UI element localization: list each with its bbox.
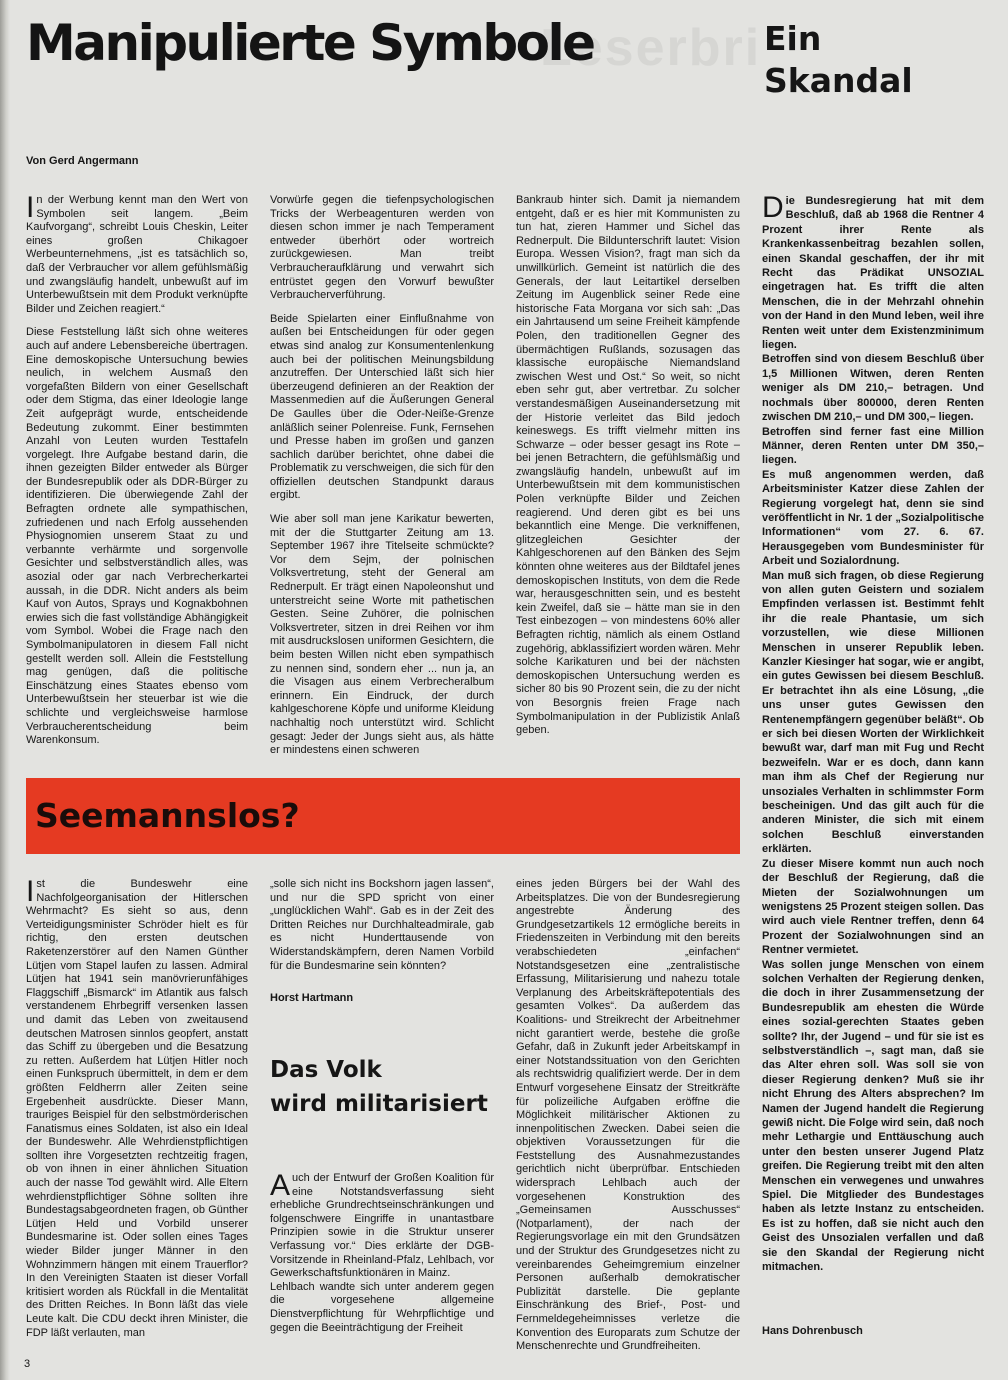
- third-article-column-2: [516, 878, 740, 1354]
- headline-line-1: Das Volk: [270, 1057, 382, 1083]
- second-article-column-2: [270, 878, 494, 973]
- headline-banner: [26, 778, 740, 854]
- paragraph-text: uch der Entwurf der Großen Koalition für eine Notstandsverfassung sieht erhebliche Grundrechtseinschränkungen und folgenschwere Eingriffe in unantastbare Prinzipien sowie in die Struktur unserer Verfassung vor.“ Dies erklärte der DGB-Vorsitzende in Rheinland-Pfalz, Lehlbach, vor Gewerkschaftsfunktionären in Mainz.: [270, 1172, 494, 1280]
- sidebar-signature: Hans Dohrenbusch: [762, 1325, 863, 1337]
- banner-headline: Seemannslos?: [35, 796, 300, 835]
- paragraph: Betroffen sind von diesem Beschluß über 1,5 Millionen Witwen, deren Renten weniger als DM 210,– betragen. Und nochmals über 800000, deren Renten zwischen DM 210,– und DM 300,– liegen.: [762, 353, 984, 424]
- paragraph: Vorwürfe gegen die tiefenpsychologischen Tricks der Werbeagenturen werden von diesen schon immer je nach Temperament entweder überhört oder wortreich zurückgewiesen. Man treibt Verbraucheraufklärung und verwahrt sich entrüstet gegen den Vorwurf bewußter Verbraucherverführung.: [270, 194, 494, 302]
- sidebar-title-line-2: Skandal: [764, 61, 913, 100]
- page-edge-shadow: [0, 0, 10, 1380]
- drop-cap: A: [270, 1169, 291, 1202]
- second-article-author: Horst Hartmann: [270, 992, 354, 1004]
- paragraph: Betroffen sind ferner fast eine Million Männer, deren Renten unter DM 350,– liegen.: [762, 425, 984, 467]
- headline-line-2: wird militarisiert: [270, 1091, 488, 1117]
- paragraph: Man muß sich fragen, ob diese Regierung von allen guten Geistern und sozialem Empfinden verlassen ist. Bestimmt fehlt ihr die reale Phantasie, um sich vorzustellen, wie diese Millionen Menschen in unserer Republik leben. Kanzler Kiesinger hat sogar, wie er angibt, ein gutes Gewissen bei diesem Beschluß. Er betrachtet ihn als eine Lösung, „die uns unser gutes Gewissen den Rentenempfängern gegenüber beläßt“. Ob er sich bei diesen Worten der Wirklichkeit bewußt war, darf man mit Fug und Recht bezweifeln. War er es doch, dann kann man ihm als Chef der Regierung nur unsoziales Verhalten in schlimmster Form bescheinigen. Und das gilt auch für die anderen Minister, die sich mit einem solchen Beschluß einverstanden erklärten.: [762, 569, 984, 856]
- paragraph-text: n der Werbung kennt man den Wert von Symbolen seit langem. „Beim Kaufvorgang“, schreibt Louis Cheskin, Leiter eines großen Chikagoer Werbeunternehmens, „ist es tatsächlich so, daß der Verbraucher vor allem gefühlsmäßig und zwangsläufig handelt, unbewußt auf im Unterbewußtsein mit dem Produkt verknüpfte Bilder und Zeichen reagiert.“: [26, 194, 248, 315]
- drop-cap: I: [26, 875, 35, 908]
- paragraph: Zu dieser Misere kommt nun auch noch der Beschluß der Regierung, daß die Mieten der Sozialwohnungen um wenigstens 25 Prozent steigen sollen. Das wird auch viele Rentner treffen, denn 64 Prozent der Sozialwohnungen sind an Rentner vermietet.: [762, 857, 984, 957]
- paragraph-text: st die Bundeswehr eine Nachfolgeorganisation der Hitlerschen Wehrmacht? Es sieht so aus, denn Verteidigungsminister Schröder hielt es für richtig, den ersten deutschen Raketenzerstörer auf den Namen Günther Lütjen vom Stapel laufen zu lassen. Admiral Lütjen hat 1941 sein manövrierunfähiges Flaggschiff „Bismarck“ im Atlantik aus falsch verstandenem Ehrbegriff versenken lassen und damit das Leben von zweitausend deutschen Matrosen sinnlos geopfert, anstatt das Schiff zu übergeben und die Besatzung zu retten. Außerdem hat Lütjen Hitler noch einen Funkspruch übermittelt, in dem er dem größten Feldherrn aller Zeiten seine Ergebenheit ausdrückte. Dieser Mann, trauriges Beispiel für den selbstmörderischen Fanatismus eines Soldaten, ist also ein Ideal der Bundeswehr. Alle Wehrdienstpflichtigen sollten ihre Vorgesetzten rechtzeitig fragen, ob von ihnen in einer ähnlichen Situation auch der nasse Tod gewählt wird. Alle Eltern wehrdienstpflichtiger Söhne sollten ihre Bundestagsabgeordneten fragen, ob Günther Lütjen Held und Vorbild unserer Bundesmarine ist. Oder sollen eines Tages wieder Bilder junger Männer in den Wohnzimmern hängen mit einem Trauerflor? In den Vereinigten Staaten ist dieser Vorfall kritisiert worden als Rückfall in die Mentalität des Dritten Reiches. In Bonn läßt das viele Leute kalt. Die CDU deckt ihren Minister, die FDP läßt verlauten, man: [26, 878, 248, 1339]
- sidebar-title-line-1: Ein: [764, 19, 822, 58]
- paragraph: [26, 875, 248, 1340]
- sidebar-column: [762, 191, 984, 1274]
- drop-cap: I: [26, 191, 35, 224]
- paragraph-text: ie Bundesregierung hat mit dem Beschluß, daß ab 1968 die Rentner 4 Prozent ihrer Rente als Krankenkassenbeitrag bezahlen sollen, einen Skandal geschaffen, der ihr mit Recht das Prädikat UNSOZIAL eingetragen hat. Es trifft die alten Menschen, die in der Mehrzahl ohnehin von der Hand in den Mund leben, weil ihre Renten weit unter dem Existenzminimum liegen.: [762, 195, 984, 352]
- article-column-1: [26, 191, 248, 748]
- paragraph: Es muß angenommen werden, daß Arbeitsminister Katzer diese Zahlen der Regierung vorgelegt hat, denn sie sind veröffentlicht in Nr. 1 der „Sozialpolitische Informationen“ vom 27. 6. 67. Herausgegeben vom Bundesminister für Arbeit und Sozialordnung.: [762, 468, 984, 568]
- show-through-text: Leserbri: [540, 19, 762, 77]
- sidebar-title: [764, 18, 984, 102]
- paragraph: Bankraub hinter sich. Damit ja niemandem entgeht, daß er es hier mit Kommunisten zu tun hat, zieren Hammer und Sichel das Rednerpult. Die Bildunterschrift lautet: Vision Europa. Wessen Vision?, fragt man sich da unwillkürlich. Gemeint ist natürlich die des Generals, der laut Leitartikel derselben Zeitung im Augenblick seiner Rede eine historische Fata Morgana vor sich sah: „Das ein Jahrtausend um seine Freiheit kämpfende Polen, den traditionellen Gegner des übermächtigen Rußlands, sozusagen das klassische europäische Niemandsland zwischen West und Ost.“ So weit, so nicht eben sehr gut, aber vertretbar. Zu solcher verstandesmäßigen Auseinandersetzung mit der Historie verleitet das Bild jedoch keineswegs. Es trifft vielmehr mitten ins Schwarze – oder besser gesagt ins Rote – bei jenen Betrachtern, die gefühlsmäßig und zwangsläufig handeln, unbewußt auf im Unterbewußtsein mit dem kommunistischen Polen verknüpfte Bilder und Zeichen reagierend. Und deren gibt es bei uns bekanntlich eine Menge. Die verkniffenen, glitzegleichen Gesichter der Kahlgeschorenen auf den Bänken des Sejm könnten ohne weiteres aus der Bildtafel jenes demoskopischen Instituts, von dem die Rede war, herausgeschnitten sein, und es besteht kein Zweifel, daß sie – hätte man sie in den Test einbezogen – von mindestens 60% aller Befragten richtig, nämlich als einem Ostland zugehörig, abklassifiziert worden wären. Mehr solche Karikaturen und bei der nächsten demoskopischen Untersuchung werden es sicher 80 bis 90 Prozent sein, die zu der nicht von Besorgnis freien Frage nach Symbolmanipulation in der Publizistik Anlaß geben.: [516, 194, 740, 737]
- paragraph: eines jeden Bürgers bei der Wahl des Arbeitsplatzes. Die von der Bundesregierung angestrebte Änderung des Grundgesetzartikels 12 ermögliche bereits in Friedenszeiten in Verbindung mit den bereits verabschiedeten „einfachen“ Notstandsgesetzen eine „zentralistische Erfassung, Militarisierung und nahezu totale Verplanung des Arbeitskräftepotentials des gesamten Volkes“. Da außerdem das Koalitions- und Streikrecht der Arbeitnehmer nicht garantiert werde, bestehe die große Gefahr, daß in Zukunft jeder Arbeitskampf in einer Notstandssituation von den Gerichten als rechtswidrig qualifiziert werde. Der in dem Entwurf vorgesehene Einsatz der Streitkräfte für polizeiliche Aufgaben eröffne die Möglichkeit militärischer Aktionen zu innenpolitischen Zwecken. Dabei seien die objektiven Voraussetzungen für die Feststellung des Ausnahmezustandes gerichtlich nicht überprüfbar. Entschieden widersprach Lehlbach auch der vorgesehenen Konstruktion des „Gemeinsamen Ausschusses“ (Notparlament), der nach der Regierungsvorlage ein mit den Grundsätzen und der Struktur des Grundgesetzes nicht zu vereinbarendes Geheimgremium einzelner Personen außerhalb demokratischer Publizität darstelle. Die geplante Einschränkung des Brief-, Post- und Fernmeldegeheimnisses verletze die Konvention des Europarats zum Schutze der Menschenrechte und Grundfreiheiten.: [516, 878, 740, 1353]
- article-column-2: [270, 194, 494, 758]
- paragraph: Beide Spielarten einer Einflußnahme von außen bei Entscheidungen für oder gegen etwas sind analog zur Konsumentenlenkung auch bei der politischen Meinungsbildung anzutreffen. Der Unterschied läßt sich hier überzeugend definieren an der Reaktion der Massenmedien auf die Äußerungen General De Gaulles über die Oder-Neiße-Grenze anläßlich seiner Polenreise. Funk, Fernsehen und Presse haben im großen und ganzen sachlich darüber berichtet, ohne dabei die Problematik zu verschweigen, die sich für den offiziellen deutschen Standpunkt daraus ergibt.: [270, 312, 494, 502]
- third-article-headline: [270, 1053, 488, 1121]
- page-number: 3: [24, 1358, 31, 1370]
- third-article-column-1: [270, 1169, 494, 1335]
- article-column-3: [516, 194, 740, 738]
- paragraph: „solle sich nicht ins Bockshorn jagen lassen“, und nur die SPD spricht von einer „unglücklichen Wahl“. Gab es in der Zeit des Dritten Reiches nur Durchhalteadmirale, gab es nicht Hunderttausende von Widerstandskämpfern, deren Namen Vorbild für die Bundesmarine sein könnten?: [270, 878, 494, 972]
- paragraph: Was sollen junge Menschen von einem solchen Verhalten der Regierung denken, die doch in ihrer Zusammensetzung der Bundesrepublik am ehesten die Würde eines sozial-gerechten Staates geben sollte? Ihr, der Jugend – und für sie ist es selbstverständlich –, sagt man, daß sie das Alter ehren soll. Was soll sie von dieser Regierung denken? Muß sie ihr nicht Ehrung des Alters absprechen? Im Namen der Jugend handelt die Regierung gewiß nicht. Die Folge wird sein, daß noch mehr Lethargie und Enttäuschung auch unter den besten unserer Jugend Platz greifen. Die Regierung treibt mit den alten Menschen ein verwegenes und unwahres Spiel. Die Mitglieder des Bundestages haben als letzte Instanz zu entscheiden. Es ist zu hoffen, daß sie nicht auch den Geist des Unsozialen verfallen und daß sie den Skandal der Regierung nicht mitmachen.: [762, 958, 984, 1274]
- drop-cap: D: [762, 191, 784, 224]
- paragraph: [762, 191, 984, 352]
- paragraph: Diese Feststellung läßt sich ohne weiteres auch auf andere Lebensbereiche übertragen. Eine demoskopische Untersuchung bewies neulich, in welchem Ausmaß den vorgefaßten Bildern von einer Gesellschaft oder dem Stigma, das einer Ideologie lange Zeit aufgeprägt wurde, entscheidende Bedeutung zukommt. Einer bestimmten Anzahl von Leuten wurden Testtafeln vorgelegt. Ihre Aufgabe bestand darin, die ihnen gezeigten Bilder entweder als Bürger der Bundesrepublik oder als DDR-Bürger zu identifizieren. Die überwiegende Zahl der Befragten ordnete alle sympathischen, zufriedenen und nach Erfolg aussehenden Physiognomien unserem Staat zu und verbannte verhärmte und sorgenvolle Gesichter und selbstverständlich alles, was asozial oder gar nach Verbrecherkartei aussah, in die DDR. Nicht anders als beim Kauf von Autos, Sprays und Kognakbohnen erwies sich die fast vollständige Abhängigkeit vom Symbol. Wobei die Frage nach den Symbolmanipulatoren in diesem Fall nicht gestellt werden soll. Allein die Feststellung mag genügen, daß die politische Einschätzung eines Staates ebenso vom Unterbewußtsein her steuerbar ist wie die schlichte und vergleichsweise harmlose Verbraucherentscheidung beim Warenkonsum.: [26, 326, 248, 747]
- second-article-column-1: [26, 875, 248, 1340]
- article-byline: Von Gerd Angermann: [26, 155, 139, 167]
- page-title: Manipulierte Symbole: [26, 14, 594, 72]
- paragraph: Lehlbach wandte sich unter anderem gegen die vorgesehene allgemeine Dienstverpflichtung für Wehrpflichtige und gegen die Beeinträchtigung der Freiheit: [270, 1280, 494, 1334]
- paragraph: Wie aber soll man jene Karikatur bewerten, mit der die Stuttgarter Zeitung am 13. September 1967 ihre Titelseite schmückte? Vor dem Sejm, der polnischen Volksvertretung, steht der General am Rednerpult. Er trägt einen Napoleonshut und unterstreicht seine Worte mit pathetischen Gesten. Seine Zuhörer, die polnischen Volksvertreter, sitzen in drei Reihen vor ihm mit ausdruckslosen uniformen Gesichtern, die beim besten Willen nicht eben sympathisch zu nennen sind, sondern eher ... nun ja, an die Visagen aus einem Verbrecheralbum erinnern. Ein Eindruck, der durch kahlgeschorene Köpfe und uniforme Kleidung nachhaltig noch unterstützt wird. Schlicht gesagt: Jeder der Jungs sieht aus, als hätte er mindestens einen schweren: [270, 513, 494, 757]
- paragraph: [26, 191, 248, 316]
- paragraph: [270, 1169, 494, 1281]
